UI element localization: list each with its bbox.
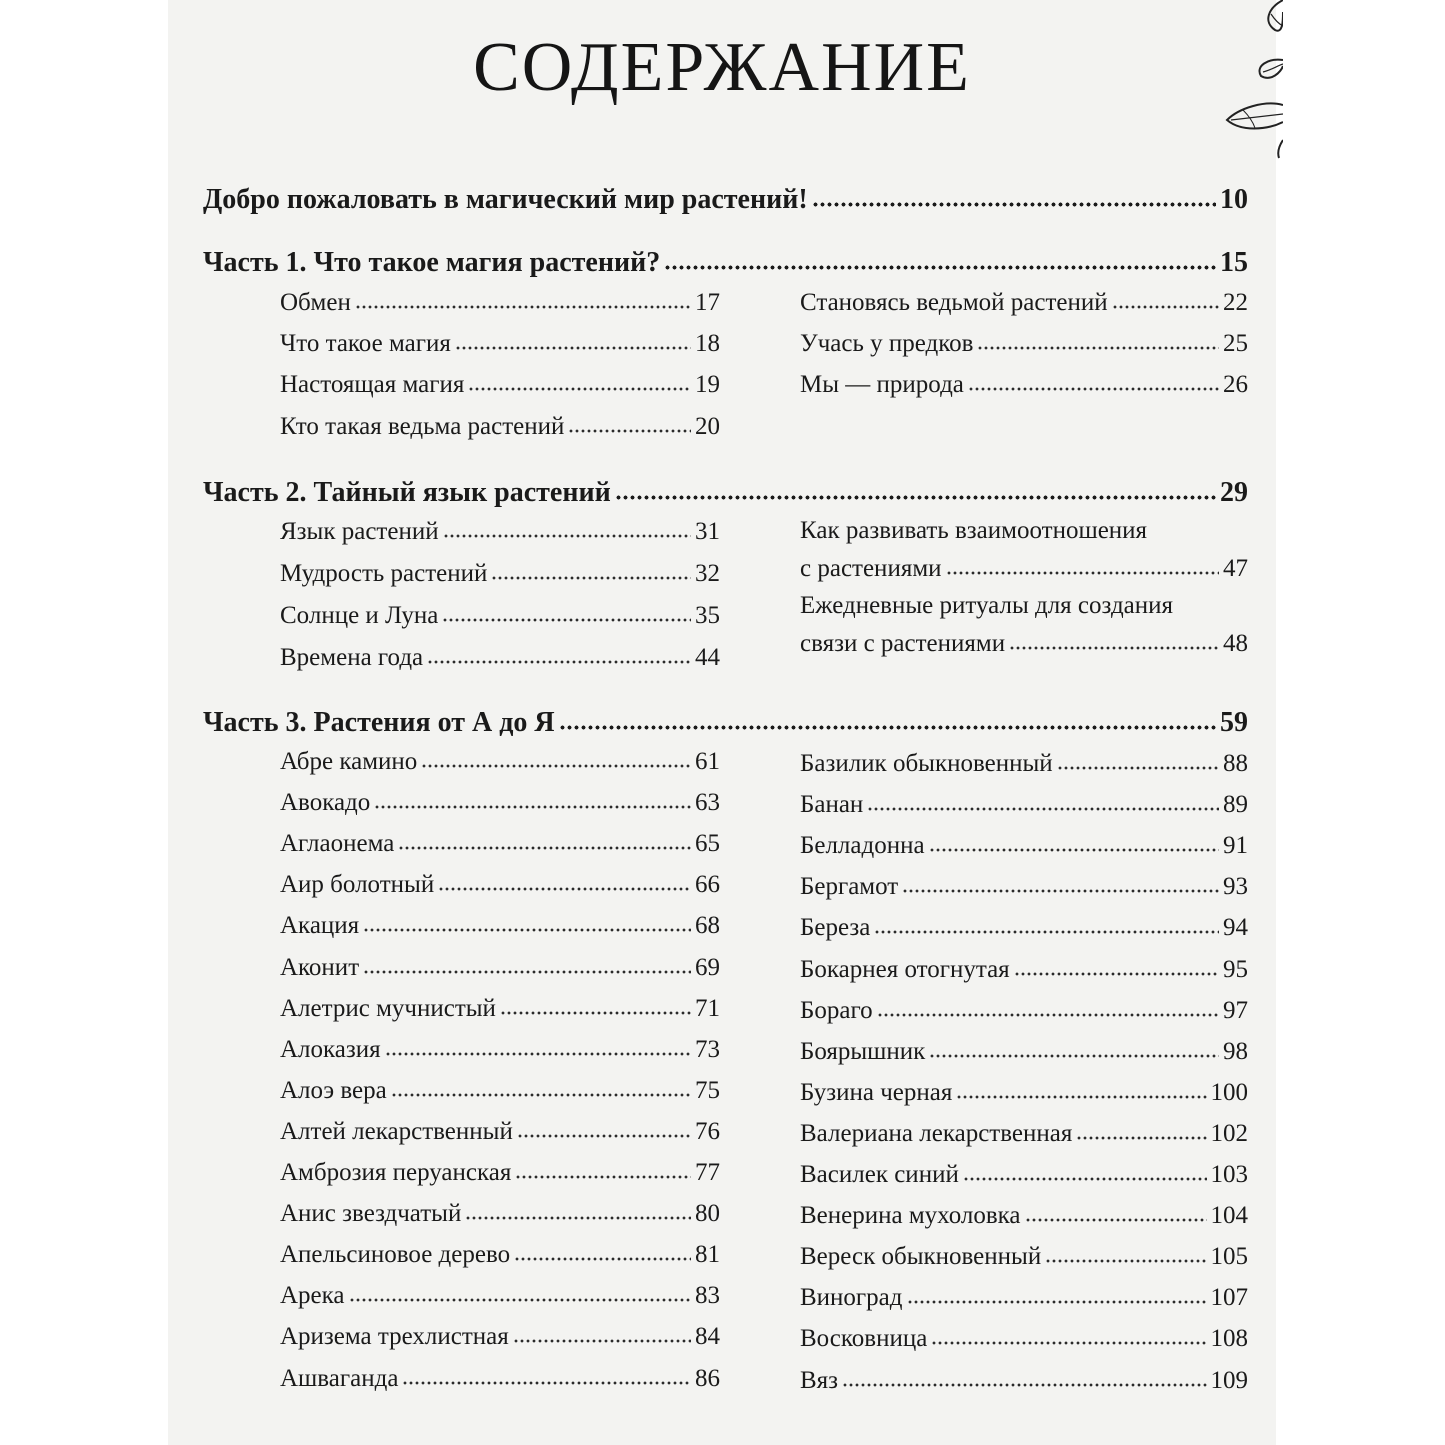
toc-entry[interactable] xyxy=(800,1321,1248,1353)
dot-leader xyxy=(929,827,1219,852)
toc-entry[interactable] xyxy=(800,367,1248,399)
toc-entry-page-number: 89 xyxy=(1223,791,1248,818)
dot-leader xyxy=(1076,1115,1206,1140)
toc-entry-page-number: 95 xyxy=(1223,956,1248,983)
toc-entry[interactable] xyxy=(280,1237,720,1269)
toc-entry-page-number: 102 xyxy=(1210,1120,1248,1147)
dot-leader xyxy=(559,702,1216,730)
toc-entry-label: Акация xyxy=(280,912,360,939)
dot-leader xyxy=(391,1072,691,1097)
toc-part-1-page-number: 15 xyxy=(1220,247,1248,278)
toc-entry[interactable] xyxy=(800,993,1248,1025)
toc-entry[interactable] xyxy=(800,326,1248,358)
toc-entry-page-number: 18 xyxy=(695,330,720,357)
dot-leader xyxy=(968,366,1219,391)
toc-part-1-label: Часть 1. Что такое магия растений? xyxy=(203,247,661,278)
toc-entry[interactable] xyxy=(280,556,720,588)
toc-entry-page-number: 84 xyxy=(695,1323,720,1350)
toc-entry-page-number: 109 xyxy=(1210,1367,1248,1394)
toc-entry-page-number: 63 xyxy=(695,789,720,816)
toc-entry-page-number: 105 xyxy=(1210,1243,1248,1270)
toc-intro-page-number: 10 xyxy=(1220,184,1248,215)
toc-entry-label: Бузина черная xyxy=(800,1079,953,1106)
dot-leader xyxy=(363,949,691,974)
toc-entry[interactable] xyxy=(280,908,720,940)
toc-entry-page-number: 65 xyxy=(695,830,720,857)
dot-leader xyxy=(468,366,691,391)
toc-entry-label: Учась у предков xyxy=(800,330,974,357)
toc-entry-label: Аризема трехлистная xyxy=(280,1323,509,1350)
toc-entry-label: Мудрость растений xyxy=(280,560,488,587)
toc-entry-label: Береза xyxy=(800,914,871,941)
toc-entry-page-number: 61 xyxy=(695,748,720,775)
toc-entry-label: Амброзия перуанская xyxy=(280,1159,512,1186)
toc-entry[interactable] xyxy=(280,1361,720,1393)
toc-entry-label: Язык растений xyxy=(280,518,439,545)
dot-leader xyxy=(1009,625,1219,650)
toc-entry-label: Венерина мухоловка xyxy=(800,1202,1021,1229)
toc-entry-page-number: 107 xyxy=(1210,1284,1248,1311)
toc-entry[interactable] xyxy=(800,1363,1248,1395)
toc-entry-label: Алтей лекарственный xyxy=(280,1118,513,1145)
dot-leader xyxy=(514,1236,691,1261)
toc-entry[interactable] xyxy=(280,640,720,672)
dot-leader xyxy=(442,597,691,622)
toc-entry-page-number: 19 xyxy=(695,371,720,398)
toc-entry-label: Бокарнея отогнутая xyxy=(800,956,1010,983)
toc-entry-page-number: 66 xyxy=(695,871,720,898)
toc-entry[interactable] xyxy=(800,746,1248,778)
toc-part-2[interactable] xyxy=(203,473,1248,509)
toc-entry[interactable] xyxy=(280,1073,720,1105)
dot-leader xyxy=(568,408,691,433)
toc-entry[interactable] xyxy=(280,867,720,899)
toc-entry-label: Бергамот xyxy=(800,873,899,900)
toc-entry-page-number: 86 xyxy=(695,1365,720,1392)
toc-entry-page-number: 100 xyxy=(1210,1079,1248,1106)
dot-leader xyxy=(421,743,691,768)
dot-leader xyxy=(1112,284,1219,309)
toc-entry-label: Апельсиновое дерево xyxy=(280,1241,511,1268)
toc-entry[interactable] xyxy=(800,1075,1248,1107)
toc-entry-label: Бораго xyxy=(800,997,873,1024)
toc-entry-first-line: Ежедневные ритуалы для создания xyxy=(800,592,1174,619)
toc-entry[interactable] xyxy=(280,409,720,441)
toc-entry-label: Времена года xyxy=(280,644,424,671)
toc-entry-page-number: 80 xyxy=(695,1200,720,1227)
toc-entry-page-number: 17 xyxy=(695,289,720,316)
toc-entry[interactable] xyxy=(280,1319,720,1351)
toc-entry-label: Солнце и Луна xyxy=(280,602,439,629)
toc-entry-page-number: 20 xyxy=(695,413,720,440)
dot-leader xyxy=(877,992,1219,1017)
dot-leader xyxy=(907,1279,1207,1304)
dot-leader xyxy=(427,639,691,664)
toc-entry-label: Аир болотный xyxy=(280,871,435,898)
dot-leader xyxy=(874,909,1219,934)
toc-entry-page-number: 35 xyxy=(695,602,720,629)
toc-entry-page-number: 22 xyxy=(1223,289,1248,316)
toc-entry-page-number: 69 xyxy=(695,954,720,981)
toc-entry-label: Виноград xyxy=(800,1284,903,1311)
dot-leader xyxy=(517,1113,691,1138)
dot-leader xyxy=(1045,1238,1206,1263)
toc-entry[interactable] xyxy=(800,551,1248,583)
toc-entry-label: Кто такая ведьма растений xyxy=(280,413,565,440)
toc-entry-label: Авокадо xyxy=(280,789,371,816)
toc-entry-label: с растениями xyxy=(800,555,942,582)
toc-entry-page-number: 44 xyxy=(695,644,720,671)
dot-leader xyxy=(398,825,691,850)
toc-entry-label: Алоказия xyxy=(280,1036,381,1063)
toc-entry[interactable] xyxy=(280,1114,720,1146)
leaf-ornament-icon xyxy=(1213,0,1283,160)
toc-entry[interactable] xyxy=(800,1116,1248,1148)
toc-entry-label: Василек синий xyxy=(800,1161,959,1188)
dot-leader xyxy=(1014,951,1219,976)
toc-entry[interactable] xyxy=(280,991,720,1023)
book-page xyxy=(168,0,1276,1445)
toc-entry[interactable] xyxy=(280,367,720,399)
toc-entry-label: Восковница xyxy=(800,1325,928,1352)
toc-part-2-label: Часть 2. Тайный язык растений xyxy=(203,477,611,508)
toc-entry[interactable] xyxy=(280,785,720,817)
dot-leader xyxy=(385,1031,691,1056)
toc-entry-label: Банан xyxy=(800,791,864,818)
toc-part-3-page-number: 59 xyxy=(1220,707,1248,738)
toc-entry-page-number: 75 xyxy=(695,1077,720,1104)
toc-entry-page-number: 47 xyxy=(1223,555,1248,582)
dot-leader xyxy=(363,907,691,932)
dot-leader xyxy=(515,1154,691,1179)
toc-part-1[interactable] xyxy=(203,243,1248,279)
dot-leader xyxy=(664,242,1216,270)
dot-leader xyxy=(977,325,1219,350)
toc-intro[interactable] xyxy=(203,180,1248,216)
dot-leader xyxy=(500,990,691,1015)
toc-entry-page-number: 97 xyxy=(1223,997,1248,1024)
toc-entry[interactable] xyxy=(280,285,720,317)
dot-leader xyxy=(513,1318,691,1343)
dot-leader xyxy=(1025,1197,1207,1222)
toc-entry-label: Аглаонема xyxy=(280,830,395,857)
toc-entry-label: Валериана лекарственная xyxy=(800,1120,1073,1147)
toc-entry[interactable] xyxy=(800,1157,1248,1189)
dot-leader xyxy=(438,866,691,891)
toc-entry-label: Анис звездчатый xyxy=(280,1200,462,1227)
toc-entry[interactable] xyxy=(280,826,720,858)
toc-entry[interactable] xyxy=(800,1239,1248,1271)
dot-leader xyxy=(443,513,691,538)
dot-leader xyxy=(946,550,1219,575)
toc-entry-label: Обмен xyxy=(280,289,351,316)
dot-leader xyxy=(615,472,1216,500)
toc-entry-label: Аконит xyxy=(280,954,360,981)
dot-leader xyxy=(455,325,691,350)
toc-entry-label: Настоящая магия xyxy=(280,371,465,398)
toc-entry-label: Становясь ведьмой растений xyxy=(800,289,1108,316)
toc-entry-page-number: 98 xyxy=(1223,1038,1248,1065)
toc-entry[interactable] xyxy=(800,1198,1248,1230)
toc-entry[interactable] xyxy=(800,828,1248,860)
toc-entry-page-number: 48 xyxy=(1223,630,1248,657)
dot-leader xyxy=(465,1195,691,1220)
toc-entry-page-number: 81 xyxy=(695,1241,720,1268)
toc-entry-label: Что такое магия xyxy=(280,330,451,357)
toc-entry[interactable] xyxy=(280,1155,720,1187)
toc-entry-page-number: 94 xyxy=(1223,914,1248,941)
toc-entry-page-number: 31 xyxy=(695,518,720,545)
toc-entry[interactable] xyxy=(800,285,1248,317)
dot-leader xyxy=(867,786,1219,811)
toc-entry[interactable] xyxy=(800,787,1248,819)
toc-entry-label: связи с растениями xyxy=(800,630,1006,657)
toc-entry[interactable] xyxy=(280,598,720,630)
toc-entry-page-number: 104 xyxy=(1210,1202,1248,1229)
toc-entry-label: Алетрис мучнистый xyxy=(280,995,496,1022)
toc-entry-page-number: 77 xyxy=(695,1159,720,1186)
toc-entry-page-number: 71 xyxy=(695,995,720,1022)
toc-entry[interactable] xyxy=(280,1278,720,1310)
toc-entry-label: Белладонна xyxy=(800,832,925,859)
toc-entry-page-number: 103 xyxy=(1210,1161,1248,1188)
toc-entry-page-number: 88 xyxy=(1223,750,1248,777)
toc-entry[interactable] xyxy=(800,952,1248,984)
toc-entry[interactable] xyxy=(280,514,720,546)
toc-entry-label: Арека xyxy=(280,1282,345,1309)
toc-entry-page-number: 32 xyxy=(695,560,720,587)
toc-entry-label: Мы — природа xyxy=(800,371,964,398)
toc-part-2-page-number: 29 xyxy=(1220,477,1248,508)
toc-entry-label: Базилик обыкновенный xyxy=(800,750,1053,777)
toc-part-3-label: Часть 3. Растения от А до Я xyxy=(203,707,555,738)
dot-leader xyxy=(931,1320,1206,1345)
page-title: СОДЕРЖАНИЕ xyxy=(473,29,971,106)
toc-part-3[interactable] xyxy=(203,703,1248,739)
dot-leader xyxy=(355,284,691,309)
dot-leader xyxy=(374,784,691,809)
toc-entry[interactable] xyxy=(800,1034,1248,1066)
toc-entry[interactable] xyxy=(800,869,1248,901)
toc-entry[interactable] xyxy=(800,626,1248,658)
toc-entry[interactable] xyxy=(280,326,720,358)
toc-entry-label: Вереск обыкновенный xyxy=(800,1243,1042,1270)
toc-entry[interactable] xyxy=(280,744,720,776)
toc-entry-page-number: 93 xyxy=(1223,873,1248,900)
toc-entry-label: Вяз xyxy=(800,1367,839,1394)
dot-leader xyxy=(929,1033,1219,1058)
toc-entry-page-number: 26 xyxy=(1223,371,1248,398)
dot-leader xyxy=(491,555,691,580)
dot-leader xyxy=(842,1362,1206,1387)
toc-entry[interactable] xyxy=(280,950,720,982)
dot-leader xyxy=(956,1074,1206,1099)
toc-entry[interactable] xyxy=(280,1032,720,1064)
dot-leader xyxy=(402,1360,691,1385)
toc-entry-page-number: 91 xyxy=(1223,832,1248,859)
toc-entry-label: Боярышник xyxy=(800,1038,926,1065)
toc-entry-label: Ашваганда xyxy=(280,1365,399,1392)
toc-entry-page-number: 76 xyxy=(695,1118,720,1145)
toc-entry-page-number: 25 xyxy=(1223,330,1248,357)
toc-entry-page-number: 73 xyxy=(695,1036,720,1063)
toc-intro-label: Добро пожаловать в магический мир растений! xyxy=(203,184,808,215)
toc-entry-page-number: 68 xyxy=(695,912,720,939)
toc-entry-label: Абре камино xyxy=(280,748,418,775)
dot-leader xyxy=(349,1277,691,1302)
dot-leader xyxy=(902,868,1219,893)
dot-leader xyxy=(963,1156,1207,1181)
toc-entry-page-number: 83 xyxy=(695,1282,720,1309)
dot-leader xyxy=(812,179,1216,207)
toc-entry-label: Алоэ вера xyxy=(280,1077,387,1104)
toc-entry[interactable] xyxy=(800,910,1248,942)
dot-leader xyxy=(1057,745,1219,770)
toc-entry[interactable] xyxy=(280,1196,720,1228)
toc-entry[interactable] xyxy=(800,1280,1248,1312)
toc-entry-page-number: 108 xyxy=(1210,1325,1248,1352)
toc-entry-first-line: Как развивать взаимоотношения xyxy=(800,517,1148,544)
